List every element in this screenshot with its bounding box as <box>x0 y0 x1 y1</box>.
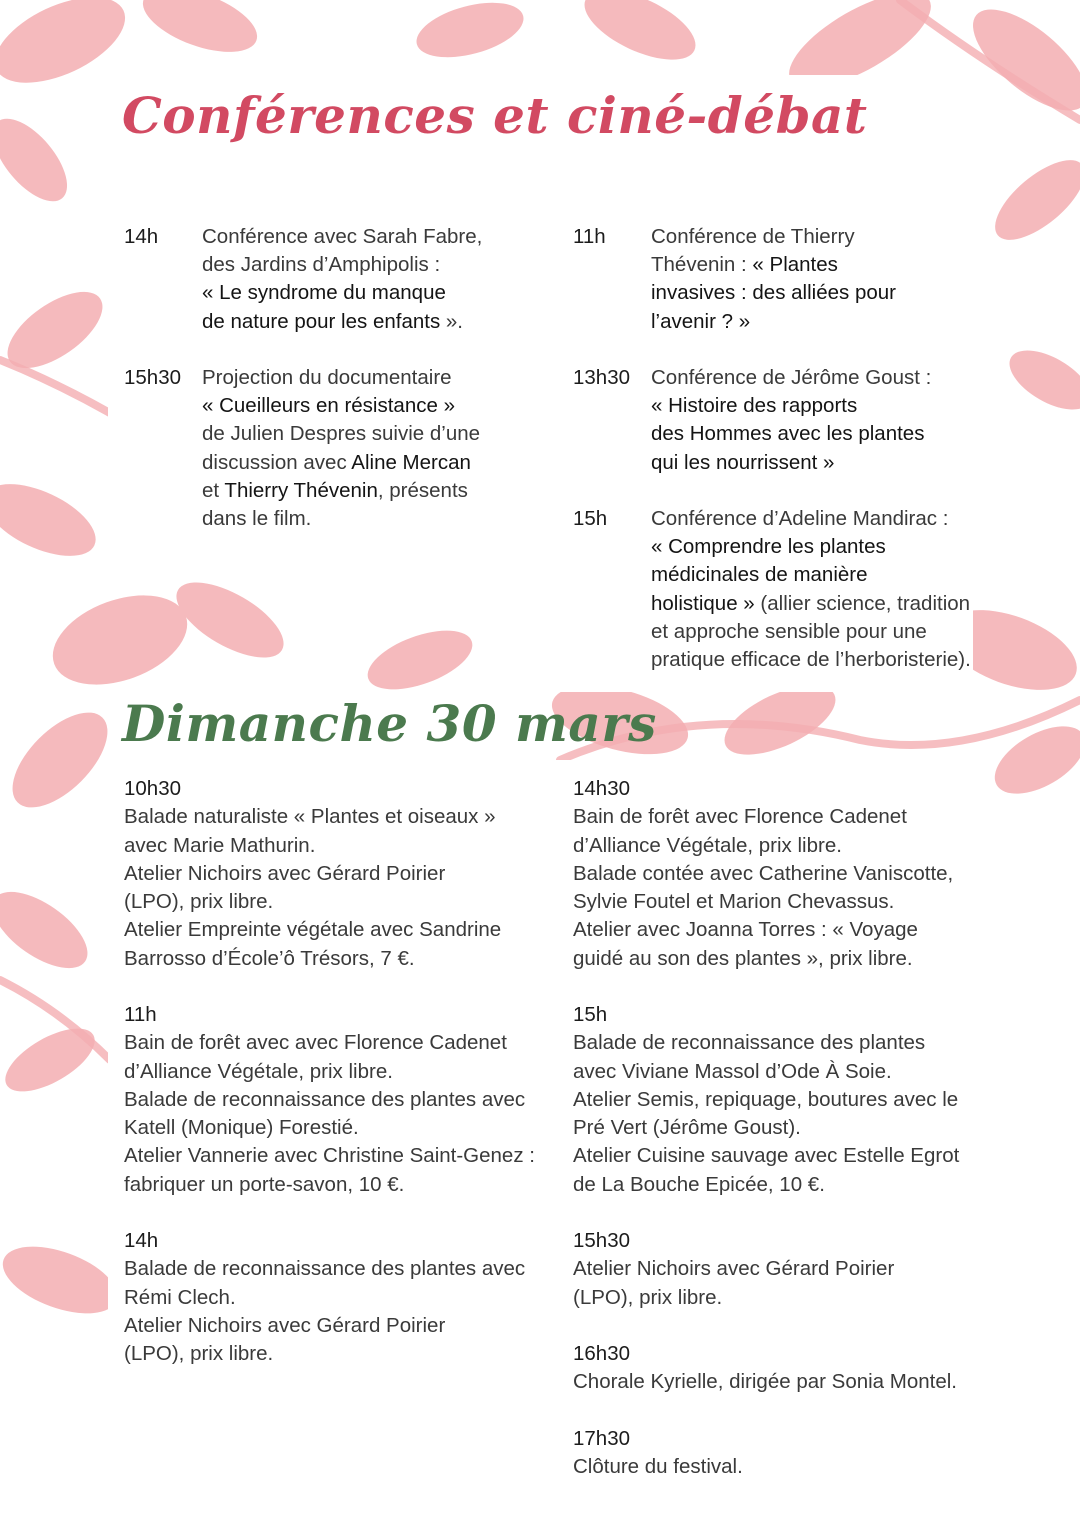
description-line <box>651 533 971 561</box>
activity-line: Katell (Monique) Forestié. <box>124 1116 359 1140</box>
event-description <box>651 223 896 336</box>
event-time: 15h30 <box>124 366 182 389</box>
event-description <box>651 505 971 674</box>
dimanche30-title: Dimanche 30 mars <box>122 694 657 753</box>
activity-line: Balade de reconnaissance des plantes <box>573 1031 926 1055</box>
description-line <box>202 477 480 505</box>
activity-line: Atelier Nichoirs avec Gérard Poirier <box>124 1313 446 1337</box>
description-line <box>202 308 482 336</box>
description-line <box>651 590 971 618</box>
text-segment: dans le film. <box>202 507 312 531</box>
activity-line: Atelier Nichoirs avec Gérard Poirier <box>573 1257 895 1281</box>
description-line <box>651 618 971 646</box>
description-line <box>202 392 480 420</box>
schedule-time: 14h <box>124 1229 159 1252</box>
highlighted-text: « Cueilleurs en résistance » <box>202 394 455 418</box>
highlighted-text: « Le syndrome du manque <box>202 281 446 305</box>
activity-line: Balade de reconnaissance des plantes avec <box>124 1087 526 1111</box>
event-description <box>651 364 931 477</box>
description-line <box>651 308 896 336</box>
event-time: 13h30 <box>573 366 631 389</box>
activity-line: avec Viviane Massol d’Ode À Soie. <box>573 1059 892 1083</box>
highlighted-text: des Hommes avec les plantes <box>651 422 925 446</box>
schedule-time: 14h30 <box>573 777 631 800</box>
description-line <box>651 392 931 420</box>
highlighted-text: « Histoire des rapports <box>651 394 858 418</box>
event-time: 11h <box>573 225 606 248</box>
description-line <box>202 364 480 392</box>
schedule-block <box>573 1227 894 1312</box>
text-segment: (allier science, tradition <box>754 591 971 615</box>
description-line <box>651 223 896 251</box>
highlighted-text: de nature pour les enfants <box>202 309 441 333</box>
event-description <box>202 223 482 336</box>
event-description <box>202 364 480 533</box>
activity-line: (LPO), prix libre. <box>573 1285 723 1309</box>
activity-line: Atelier avec Joanna Torres : « Voyage <box>573 918 918 942</box>
schedule-block <box>124 1227 525 1368</box>
activity-line: Bain de forêt avec avec Florence Cadenet <box>124 1031 507 1055</box>
activity-line: d’Alliance Végétale, prix libre. <box>124 1059 393 1083</box>
schedule-time: 17h30 <box>573 1427 631 1450</box>
event-time: 14h <box>124 225 159 248</box>
description-line <box>202 279 482 307</box>
text-segment: et approche sensible pour une <box>651 619 927 643</box>
activity-line: (LPO), prix libre. <box>124 890 274 914</box>
activity-line: fabriquer un porte-savon, 10 €. <box>124 1172 405 1196</box>
schedule-time: 10h30 <box>124 777 182 800</box>
description-line <box>651 279 896 307</box>
description-line <box>202 449 480 477</box>
description-line <box>202 251 482 279</box>
highlighted-text: l’avenir ? » <box>651 309 751 333</box>
activity-line: Barrosso d’École’ô Trésors, 7 €. <box>124 946 415 970</box>
description-line <box>651 251 896 279</box>
activity-line: Sylvie Foutel et Marion Chevassus. <box>573 890 895 914</box>
description-line <box>202 420 480 448</box>
text-segment: Conférence d’Adeline Mandirac : <box>651 507 949 530</box>
activity-line: Chorale Kyrielle, dirigée par Sonia Montel. <box>573 1370 958 1394</box>
schedule-block <box>573 1001 959 1199</box>
activity-line: Balade de reconnaissance des plantes avec <box>124 1257 526 1281</box>
highlighted-text: qui les nourrissent » <box>651 450 835 474</box>
activity-line: avec Marie Mathurin. <box>124 833 316 857</box>
schedule-block <box>573 1425 743 1482</box>
activity-line: Rémi Clech. <box>124 1285 236 1309</box>
activity-line: Balade contée avec Catherine Vaniscotte, <box>573 861 954 885</box>
description-line <box>651 364 931 392</box>
description-line <box>651 420 931 448</box>
text-segment: , présents <box>377 478 468 502</box>
text-segment: Conférence de Jérôme Goust : <box>651 366 932 389</box>
activity-line: Atelier Vannerie avec Christine Saint-Genez : <box>124 1144 535 1168</box>
description-line <box>202 505 480 533</box>
schedule-block <box>124 775 501 973</box>
event-time: 15h <box>573 507 608 530</box>
activity-line: Balade naturaliste « Plantes et oiseaux » <box>124 805 496 829</box>
activity-line: (LPO), prix libre. <box>124 1342 274 1366</box>
activity-line: Atelier Semis, repiquage, boutures avec le <box>573 1087 959 1111</box>
schedule-time: 11h <box>124 1003 157 1026</box>
activity-line: Bain de forêt avec Florence Cadenet <box>573 805 907 829</box>
text-segment: ». <box>440 309 463 333</box>
highlighted-text: « Plantes <box>752 253 838 277</box>
description-line <box>202 223 482 251</box>
text-segment: Conférence de Thierry <box>651 225 855 248</box>
text-segment: de Julien Despres suivie d’une <box>202 422 481 446</box>
schedule-block <box>573 775 953 973</box>
description-line <box>651 561 971 589</box>
description-line <box>651 505 971 533</box>
schedule-time: 15h <box>573 1003 608 1026</box>
activity-line: de La Bouche Epicée, 10 €. <box>573 1172 825 1196</box>
highlighted-text: « Comprendre les plantes <box>651 535 886 559</box>
text-segment: et <box>202 478 225 502</box>
activity-line: Atelier Empreinte végétale avec Sandrine <box>124 918 502 942</box>
description-line <box>651 449 931 477</box>
text-segment: Thévenin : <box>651 253 753 277</box>
schedule-time: 16h30 <box>573 1342 631 1365</box>
highlighted-text: Aline Mercan <box>351 450 471 474</box>
conferences-title: Conférences et ciné-débat <box>122 86 868 145</box>
activity-line: Clôture du festival. <box>573 1455 743 1479</box>
highlighted-text: holistique » <box>651 591 755 615</box>
schedule-block <box>573 1340 957 1397</box>
highlighted-text: invasives : des alliées pour <box>651 281 896 305</box>
activity-line: Pré Vert (Jérôme Goust). <box>573 1116 801 1140</box>
activity-line: Atelier Nichoirs avec Gérard Poirier <box>124 861 446 885</box>
highlighted-text: Thierry Thévenin <box>224 478 378 502</box>
activity-line: Atelier Cuisine sauvage avec Estelle Egrot <box>573 1144 960 1168</box>
schedule-block <box>124 1001 535 1199</box>
text-segment: Projection du documentaire <box>202 366 452 389</box>
text-segment: pratique efficace de l’herboristerie). <box>651 648 971 672</box>
text-segment: des Jardins d’Amphipolis : <box>202 253 441 277</box>
text-segment: discussion avec <box>202 450 352 474</box>
highlighted-text: médicinales de manière <box>651 563 868 587</box>
activity-line: d’Alliance Végétale, prix libre. <box>573 833 842 857</box>
text-segment: Conférence avec Sarah Fabre, <box>202 225 483 248</box>
activity-line: guidé au son des plantes », prix libre. <box>573 946 913 970</box>
schedule-time: 15h30 <box>573 1229 631 1252</box>
description-line <box>651 646 971 674</box>
